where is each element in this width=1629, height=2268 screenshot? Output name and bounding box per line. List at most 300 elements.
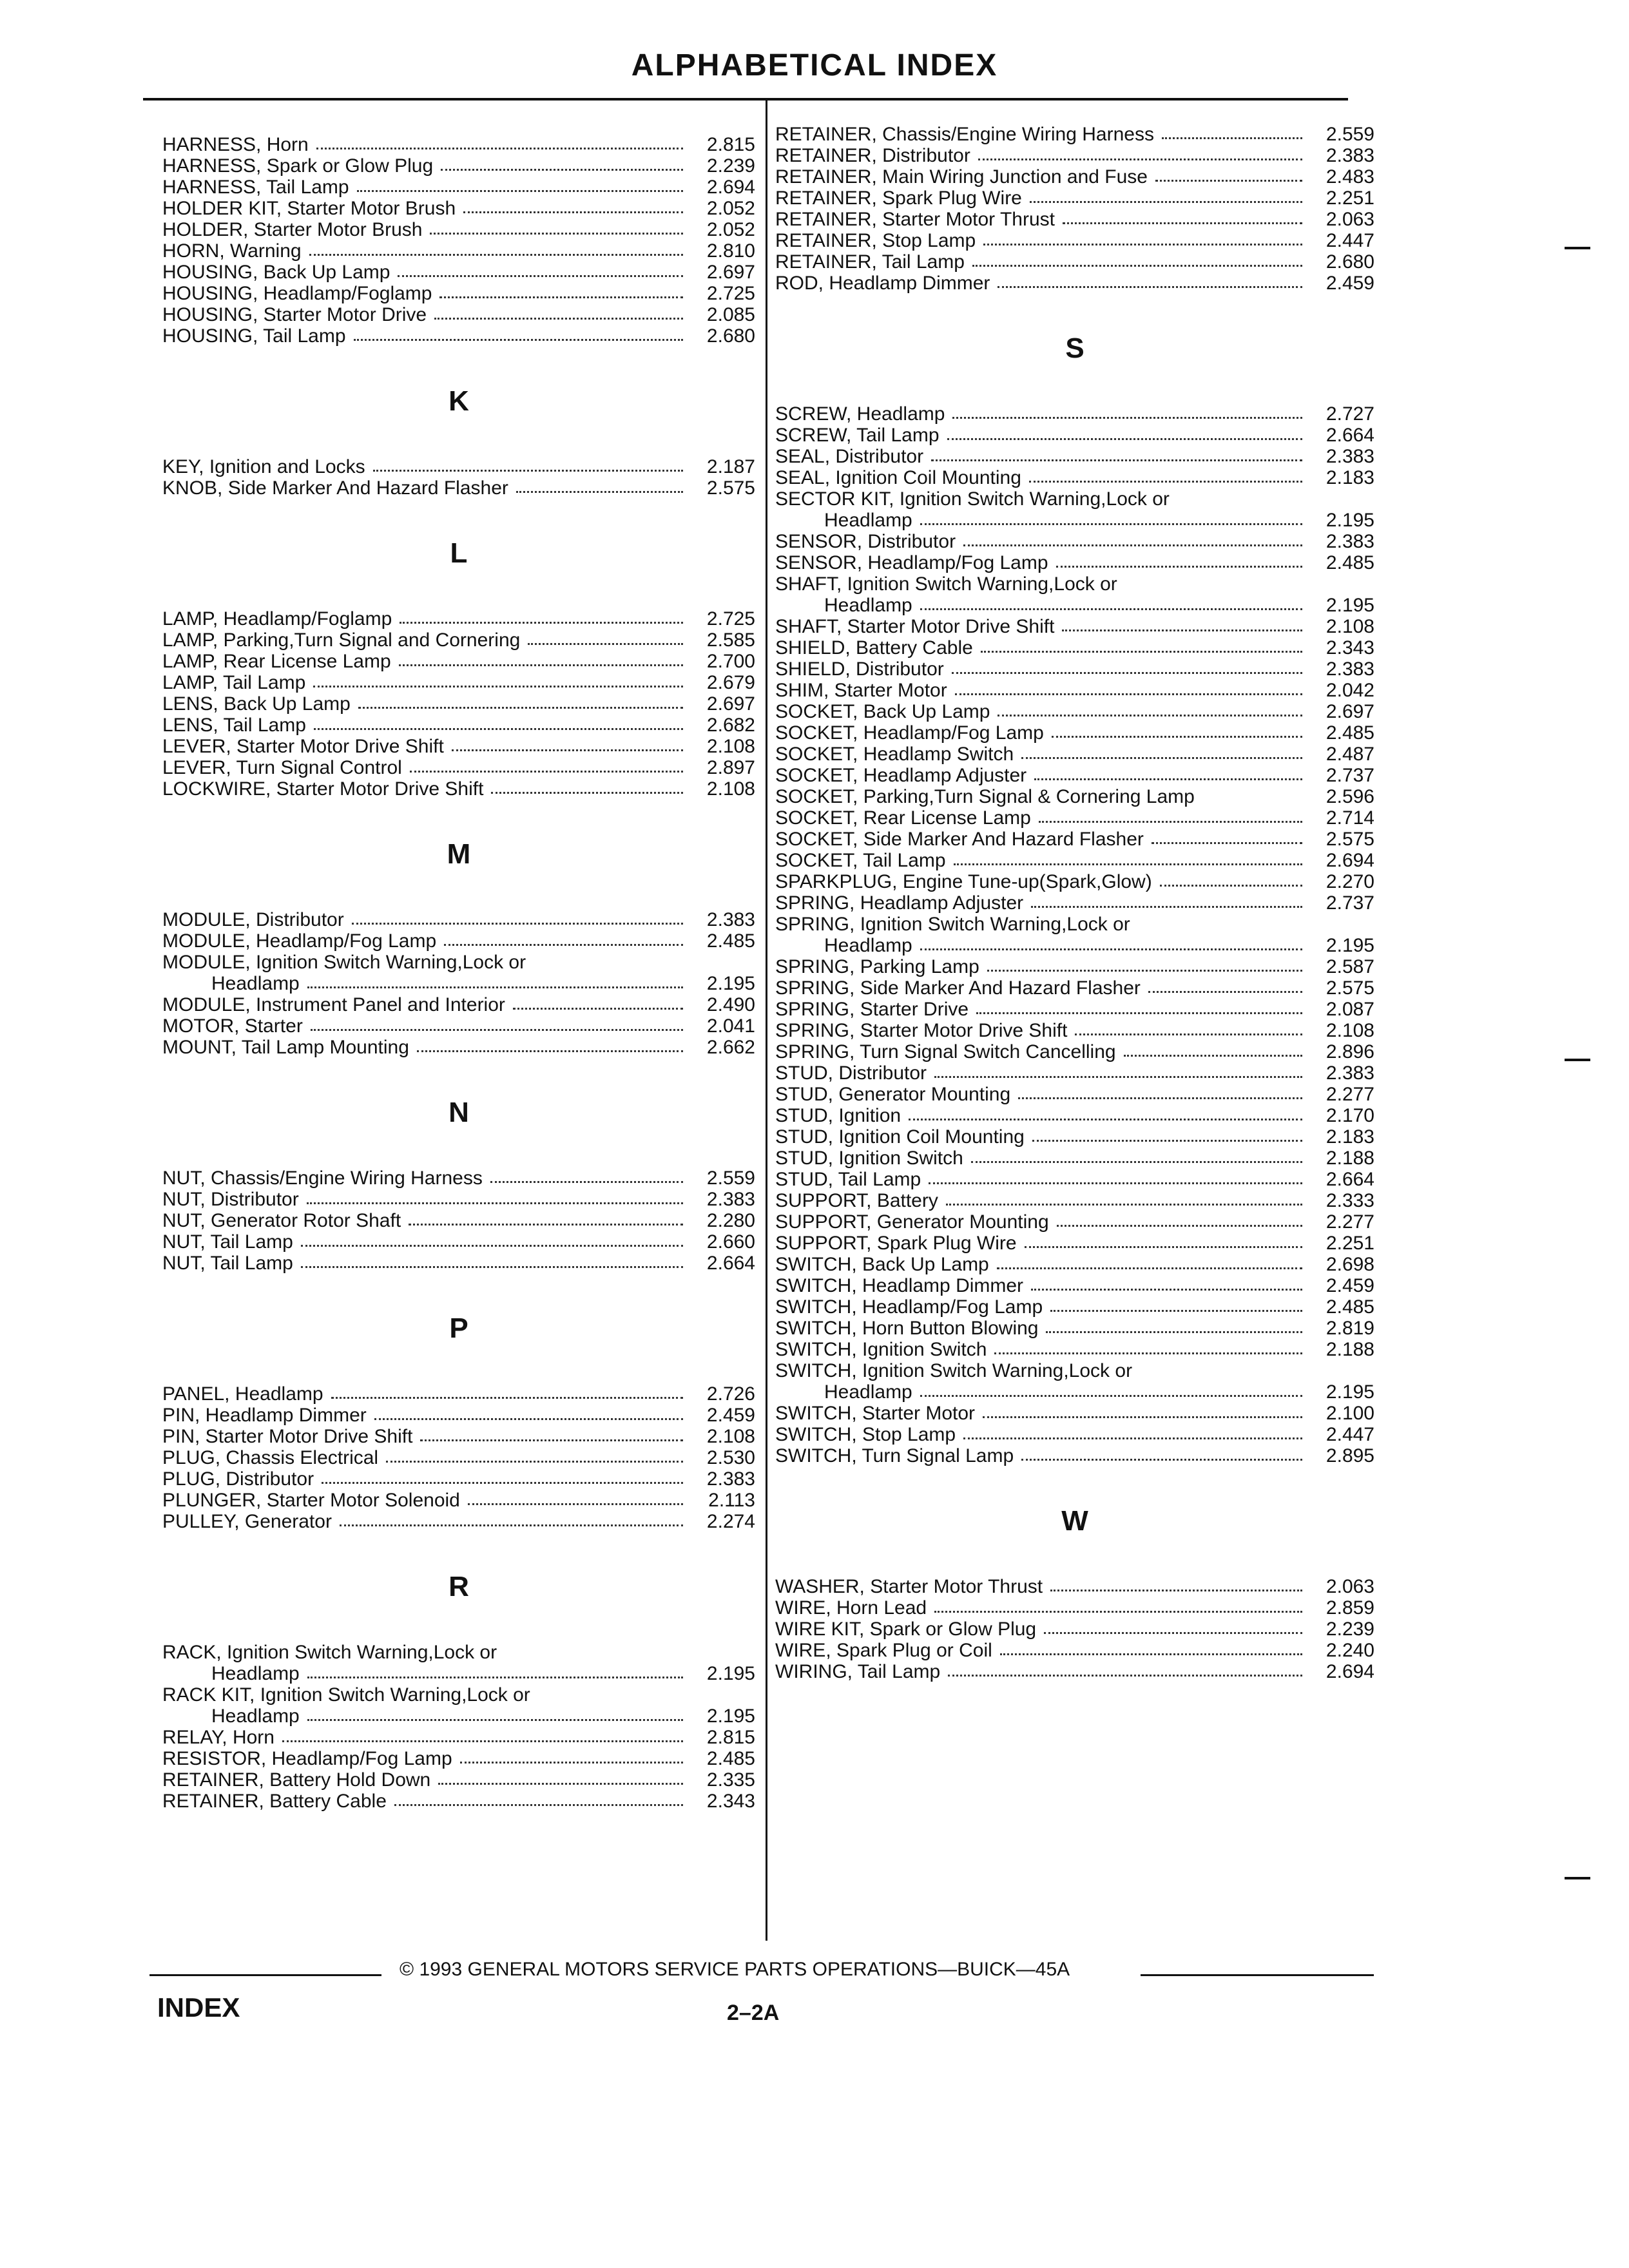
index-page-number: 2.485 (706, 1748, 755, 1769)
index-entry (162, 477, 755, 499)
dot-leader (316, 148, 683, 149)
index-entry-label: Headlamp (824, 510, 912, 531)
dot-leader (430, 233, 683, 235)
index-entry (775, 1254, 1374, 1275)
section-letter-heading: W (1061, 1505, 1088, 1537)
dot-leader (1155, 180, 1302, 182)
index-entry (775, 1126, 1374, 1148)
index-entry (162, 1426, 755, 1447)
dot-leader (1000, 1653, 1302, 1655)
footer-rule-left (149, 1974, 381, 1976)
index-entry (162, 304, 755, 325)
index-page-number: 2.697 (706, 693, 755, 715)
dot-leader (1021, 1459, 1302, 1461)
index-entry-label: PLUG, Chassis Electrical (162, 1447, 379, 1468)
index-entry (775, 1211, 1374, 1233)
index-entry-label: STUD, Tail Lamp (775, 1169, 921, 1190)
index-entry (162, 1791, 755, 1812)
index-entry-label: LEVER, Turn Signal Control (162, 757, 402, 778)
index-page-number: 2.195 (706, 973, 755, 994)
dot-leader (340, 1524, 683, 1526)
dot-leader (1148, 991, 1302, 993)
index-entry-label: RETAINER, Tail Lamp (775, 251, 965, 273)
index-entry (775, 1190, 1374, 1211)
index-page-number: 2.383 (1325, 145, 1374, 166)
index-entry-label: RESISTOR, Headlamp/Fog Lamp (162, 1748, 452, 1769)
index-page-number: 2.485 (1325, 552, 1374, 573)
section-letter-heading: N (448, 1097, 469, 1128)
dot-leader (314, 728, 683, 730)
index-entry (775, 786, 1374, 807)
index-page-number: 2.052 (706, 219, 755, 240)
index-entry-label: Headlamp (211, 1706, 300, 1727)
dot-leader (307, 1202, 683, 1204)
index-entry-label: LAMP, Parking,Turn Signal and Cornering (162, 629, 521, 651)
index-entry-label: SHIM, Starter Motor (775, 680, 947, 701)
dot-leader (1160, 885, 1302, 887)
index-entry (162, 1706, 755, 1727)
dot-leader (386, 1461, 683, 1463)
index-entry (775, 1318, 1374, 1339)
index-entry (162, 155, 755, 177)
index-page-number: 2.087 (1325, 999, 1374, 1020)
index-entry-label: RELAY, Horn (162, 1727, 275, 1748)
index-page-number: 2.662 (706, 1037, 755, 1058)
index-entry-label: SWITCH, Back Up Lamp (775, 1254, 989, 1275)
index-entry-label: SOCKET, Headlamp Switch (775, 744, 1014, 765)
dot-leader (1152, 842, 1302, 844)
index-page-number: 2.725 (706, 283, 755, 304)
index-entry-label: WIRE KIT, Spark or Glow Plug (775, 1619, 1037, 1640)
index-entry (162, 456, 755, 477)
section-letter-heading: S (1065, 332, 1084, 364)
index-page-number: 2.188 (1325, 1339, 1374, 1360)
index-entry (775, 850, 1374, 871)
index-entry (162, 1383, 755, 1405)
index-entry-label: HOUSING, Tail Lamp (162, 325, 346, 347)
dot-leader (1018, 1097, 1302, 1099)
index-entry-label: WIRING, Tail Lamp (775, 1661, 941, 1682)
index-page-number: 2.063 (1325, 209, 1374, 230)
index-page-number: 2.052 (706, 198, 755, 219)
index-page-number: 2.108 (1325, 1020, 1374, 1041)
index-entry (775, 1169, 1374, 1190)
dot-leader (1032, 1140, 1302, 1142)
index-page-number: 2.240 (1325, 1640, 1374, 1661)
index-page-number: 2.383 (1325, 658, 1374, 680)
index-page-number: 2.664 (1325, 425, 1374, 446)
dot-leader (1063, 222, 1302, 224)
index-page-number: 2.108 (706, 736, 755, 757)
index-entry-label: SPARKPLUG, Engine Tune-up(Spark,Glow) (775, 871, 1152, 892)
index-entry-label: SPRING, Headlamp Adjuster (775, 892, 1024, 914)
index-entry-label: SOCKET, Headlamp/Fog Lamp (775, 722, 1044, 744)
index-entry-label: SOCKET, Tail Lamp (775, 850, 946, 871)
index-entry-label: STUD, Ignition Switch (775, 1148, 963, 1169)
index-entry-label: PANEL, Headlamp (162, 1383, 323, 1405)
dot-leader (934, 1611, 1302, 1613)
index-page-number: 2.239 (706, 155, 755, 177)
index-entry (775, 765, 1374, 786)
index-entry-label: LENS, Back Up Lamp (162, 693, 351, 715)
index-page-number: 2.694 (1325, 1661, 1374, 1682)
dot-leader (947, 438, 1302, 440)
index-page-number: 2.459 (1325, 273, 1374, 294)
index-entry-label: LAMP, Tail Lamp (162, 672, 306, 693)
index-entry (162, 1405, 755, 1426)
dot-leader (978, 159, 1302, 160)
index-page-number: 2.697 (706, 262, 755, 283)
index-entry-label: ROD, Headlamp Dimmer (775, 273, 990, 294)
index-entry-label: SWITCH, Headlamp/Fog Lamp (775, 1296, 1043, 1318)
index-entry (775, 722, 1374, 744)
dot-leader (354, 339, 683, 341)
index-entry (162, 994, 755, 1015)
index-entry-label: SWITCH, Stop Lamp (775, 1424, 956, 1445)
dot-leader (963, 1437, 1302, 1439)
right-index-column (775, 124, 1374, 1682)
index-page-number: 2.108 (1325, 616, 1374, 637)
dot-leader (998, 286, 1302, 288)
index-entry-label: WIRE, Spark Plug or Coil (775, 1640, 992, 1661)
dot-leader (920, 608, 1302, 610)
index-entry (775, 1084, 1374, 1105)
index-entry-label: SEAL, Ignition Coil Mounting (775, 467, 1021, 488)
dot-leader (1056, 566, 1302, 568)
dot-leader (1029, 481, 1302, 483)
index-page-number: 2.383 (1325, 446, 1374, 467)
index-entry-label: SWITCH, Headlamp Dimmer (775, 1275, 1024, 1296)
index-entry-label: RETAINER, Main Wiring Junction and Fuse (775, 166, 1148, 187)
index-entry (162, 1447, 755, 1468)
index-entry (775, 616, 1374, 637)
index-entry-label: LOCKWIRE, Starter Motor Drive Shift (162, 778, 484, 800)
dot-leader (434, 318, 683, 320)
index-entry-label: SOCKET, Side Marker And Hazard Flasher (775, 829, 1144, 850)
index-entry-label: SPRING, Side Marker And Hazard Flasher (775, 977, 1141, 999)
index-entry-label: STUD, Distributor (775, 1062, 927, 1084)
section-label: INDEX (157, 1992, 240, 2023)
index-entry (162, 736, 755, 757)
index-entry (162, 1727, 755, 1748)
index-entry-label: SHAFT, Starter Motor Drive Shift (775, 616, 1055, 637)
dot-leader (441, 169, 683, 171)
index-entry-label: LEVER, Starter Motor Drive Shift (162, 736, 444, 757)
index-page-number: 2.270 (1325, 871, 1374, 892)
index-entry-label: PLUNGER, Starter Motor Solenoid (162, 1490, 460, 1511)
index-page-number: 2.810 (706, 240, 755, 262)
dot-leader (1025, 1246, 1302, 1248)
index-entry (775, 1640, 1374, 1661)
index-entry-label: RETAINER, Battery Cable (162, 1791, 387, 1812)
index-entry (162, 1015, 755, 1037)
index-page-number: 2.383 (706, 1189, 755, 1210)
index-entry-label: MOTOR, Starter (162, 1015, 303, 1037)
dot-leader (1162, 137, 1302, 139)
index-entry (162, 651, 755, 672)
index-page-number: 2.187 (706, 456, 755, 477)
index-page-number: 2.383 (706, 909, 755, 930)
index-page-number: 2.698 (1325, 1254, 1374, 1275)
dot-leader (952, 417, 1302, 419)
index-page-number: 2.559 (706, 1168, 755, 1189)
index-entry-label: RETAINER, Stop Lamp (775, 230, 976, 251)
dot-leader (983, 244, 1302, 245)
dot-leader (528, 643, 683, 645)
dot-leader (1031, 906, 1302, 908)
dot-leader (948, 1675, 1302, 1677)
index-entry (162, 930, 755, 952)
dot-leader (997, 1267, 1302, 1269)
dot-leader (439, 296, 683, 298)
index-entry (162, 134, 755, 155)
dot-leader (468, 1503, 683, 1505)
index-page-number: 2.895 (1325, 1445, 1374, 1466)
index-page-number: 2.682 (706, 715, 755, 736)
index-entry (162, 1663, 755, 1684)
dot-leader (987, 970, 1302, 972)
index-entry (775, 145, 1374, 166)
index-entry (775, 701, 1374, 722)
index-entry (162, 629, 755, 651)
dot-leader (400, 622, 683, 624)
dot-leader (971, 1161, 1302, 1163)
index-entry (775, 1381, 1374, 1403)
index-entry (775, 166, 1374, 187)
index-page-number: 2.483 (1325, 166, 1374, 187)
dot-leader (309, 254, 683, 256)
index-entry (162, 778, 755, 800)
section-letter-heading: P (449, 1312, 468, 1344)
index-entry (162, 608, 755, 629)
index-entry (775, 273, 1374, 294)
index-entry (162, 1231, 755, 1253)
index-entry (775, 1424, 1374, 1445)
index-page-number: 2.697 (1325, 701, 1374, 722)
dot-leader (955, 693, 1302, 695)
index-entry-label: SUPPORT, Spark Plug Wire (775, 1233, 1017, 1254)
dot-leader (352, 923, 683, 925)
dot-leader (373, 470, 683, 472)
index-entry-label: STUD, Ignition (775, 1105, 901, 1126)
dot-leader (920, 523, 1302, 525)
margin-mark (1565, 247, 1590, 249)
index-entry-label: SUPPORT, Battery (775, 1190, 938, 1211)
dot-leader (420, 1439, 683, 1441)
index-entry (162, 1189, 755, 1210)
dot-leader (313, 686, 683, 687)
index-entry-label: MODULE, Headlamp/Fog Lamp (162, 930, 437, 952)
index-page-number: 2.195 (1325, 935, 1374, 956)
index-entry (162, 1168, 755, 1189)
index-entry-label: HOUSING, Headlamp/Foglamp (162, 283, 432, 304)
dot-leader (513, 1008, 683, 1010)
index-entry (162, 672, 755, 693)
index-entry-label: NUT, Chassis/Engine Wiring Harness (162, 1168, 483, 1189)
index-page-number: 2.585 (706, 629, 755, 651)
index-page-number: 2.280 (706, 1210, 755, 1231)
index-page-number: 2.251 (1325, 187, 1374, 209)
dot-leader (920, 948, 1302, 950)
index-entry-label: Headlamp (824, 595, 912, 616)
index-entry (162, 715, 755, 736)
index-entry-label: HARNESS, Tail Lamp (162, 177, 349, 198)
index-page-number: 2.195 (1325, 595, 1374, 616)
index-entry (775, 446, 1374, 467)
index-entry-label: SWITCH, Ignition Switch Warning,Lock or (775, 1360, 1133, 1381)
index-entry (162, 240, 755, 262)
index-page-number: 2.664 (1325, 1169, 1374, 1190)
section-letter-heading: M (447, 838, 471, 870)
index-entry (775, 829, 1374, 850)
index-page-number: 2.737 (1325, 892, 1374, 914)
index-page-number: 2.274 (706, 1511, 755, 1532)
index-entry (775, 467, 1374, 488)
index-page-number: 2.725 (706, 608, 755, 629)
index-entry-label: RACK KIT, Ignition Switch Warning,Lock or (162, 1684, 530, 1706)
index-entry-label: LAMP, Rear License Lamp (162, 651, 391, 672)
dot-leader (410, 771, 683, 773)
index-entry-label: KNOB, Side Marker And Hazard Flasher (162, 477, 508, 499)
index-page-number: 2.694 (1325, 850, 1374, 871)
dot-leader (1046, 1331, 1302, 1333)
index-entry-label: SEAL, Distributor (775, 446, 924, 467)
dot-leader (1021, 757, 1302, 759)
index-entry (775, 531, 1374, 552)
index-entry-label: SOCKET, Back Up Lamp (775, 701, 990, 722)
index-entry-label: RETAINER, Spark Plug Wire (775, 187, 1022, 209)
index-entry (775, 1296, 1374, 1318)
index-page-number: 2.485 (1325, 722, 1374, 744)
index-entry (162, 757, 755, 778)
index-page-number: 2.195 (1325, 510, 1374, 531)
index-entry (162, 219, 755, 240)
index-page-number: 2.343 (1325, 637, 1374, 658)
index-entry-label: SHAFT, Ignition Switch Warning,Lock or (775, 573, 1117, 595)
index-entry-label: SOCKET, Rear License Lamp (775, 807, 1031, 829)
index-entry-label: SENSOR, Distributor (775, 531, 956, 552)
dot-leader (409, 1224, 683, 1225)
dot-leader (1050, 1590, 1302, 1591)
index-page-number: 2.383 (1325, 1062, 1374, 1084)
dot-leader (1050, 1310, 1302, 1312)
index-entry (775, 209, 1374, 230)
index-entry (775, 403, 1374, 425)
index-entry-label: SCREW, Headlamp (775, 403, 945, 425)
index-page-number: 2.680 (706, 325, 755, 347)
index-page-number: 2.530 (706, 1447, 755, 1468)
index-page-number: 2.085 (706, 304, 755, 325)
index-page-number: 2.575 (1325, 977, 1374, 999)
index-entry (775, 1233, 1374, 1254)
section-letter-heading: L (450, 537, 468, 569)
index-entry (162, 1511, 755, 1532)
index-page-number: 2.188 (1325, 1148, 1374, 1169)
index-entry (162, 693, 755, 715)
index-entry-label: RETAINER, Chassis/Engine Wiring Harness (775, 124, 1154, 145)
dot-leader (1044, 1632, 1302, 1634)
index-entry (162, 973, 755, 994)
index-entry (162, 325, 755, 347)
dot-leader (307, 1677, 683, 1678)
dot-leader (307, 1719, 683, 1721)
index-page-number: 2.694 (706, 177, 755, 198)
dot-leader (301, 1245, 683, 1247)
index-entry (775, 1339, 1374, 1360)
index-page-number: 2.596 (1325, 786, 1374, 807)
title-rule (143, 98, 1348, 101)
index-entry-label: SHIELD, Battery Cable (775, 637, 973, 658)
index-entry-label: STUD, Generator Mounting (775, 1084, 1011, 1105)
dot-leader (438, 1783, 683, 1785)
index-entry-label: RETAINER, Distributor (775, 145, 970, 166)
index-entry (775, 425, 1374, 446)
footer-copyright: © 1993 GENERAL MOTORS SERVICE PARTS OPERATIONS—BUICK—45A (400, 1959, 1070, 1980)
index-page-number: 2.108 (706, 778, 755, 800)
dot-leader (301, 1266, 683, 1268)
index-page-number: 2.251 (1325, 1233, 1374, 1254)
index-entry-label: SPRING, Turn Signal Switch Cancelling (775, 1041, 1116, 1062)
index-entry-label: MOUNT, Tail Lamp Mounting (162, 1037, 409, 1058)
dot-leader (1124, 1055, 1302, 1057)
index-entry-label: SWITCH, Horn Button Blowing (775, 1318, 1039, 1339)
index-page-number: 2.108 (706, 1426, 755, 1447)
index-entry-label: NUT, Distributor (162, 1189, 299, 1210)
index-entry (162, 262, 755, 283)
index-page-number: 2.343 (706, 1791, 755, 1812)
dot-leader (1052, 736, 1302, 738)
index-page-number: 2.587 (1325, 956, 1374, 977)
dot-leader (282, 1740, 683, 1742)
dot-leader (307, 986, 683, 988)
dot-leader (444, 944, 683, 946)
dot-leader (994, 1352, 1302, 1354)
index-entry (162, 1468, 755, 1490)
index-page-number: 2.447 (1325, 1424, 1374, 1445)
dot-leader (311, 1029, 683, 1031)
index-entry (775, 658, 1374, 680)
index-entry (775, 680, 1374, 701)
dot-leader (374, 1418, 683, 1420)
index-entry (775, 999, 1374, 1020)
margin-mark (1565, 1877, 1590, 1879)
dot-leader (394, 1804, 683, 1806)
index-page-number: 2.700 (706, 651, 755, 672)
index-entry-label: WASHER, Starter Motor Thrust (775, 1576, 1043, 1597)
index-page-number: 2.815 (706, 1727, 755, 1748)
index-page-number: 2.195 (706, 1663, 755, 1684)
index-entry-label: MODULE, Instrument Panel and Interior (162, 994, 505, 1015)
index-entry (162, 1037, 755, 1058)
index-entry-label: Headlamp (211, 1663, 300, 1684)
index-page-number: 2.896 (1325, 1041, 1374, 1062)
index-page-number: 2.485 (706, 930, 755, 952)
index-page-number: 2.727 (1325, 403, 1374, 425)
index-page-number: 2.679 (706, 672, 755, 693)
left-index-column (162, 134, 755, 1812)
dot-leader (972, 265, 1302, 267)
dot-leader (983, 1416, 1302, 1418)
index-entry-label: PULLEY, Generator (162, 1511, 332, 1532)
dot-leader (976, 1012, 1302, 1014)
index-entry-label: HARNESS, Horn (162, 134, 309, 155)
index-entry-label: NUT, Generator Rotor Shaft (162, 1210, 401, 1231)
index-entry-label: Headlamp (824, 935, 912, 956)
index-page-number: 2.383 (706, 1468, 755, 1490)
index-page-number: 2.333 (1325, 1190, 1374, 1211)
index-page-number: 2.487 (1325, 744, 1374, 765)
index-page-number: 2.815 (706, 134, 755, 155)
